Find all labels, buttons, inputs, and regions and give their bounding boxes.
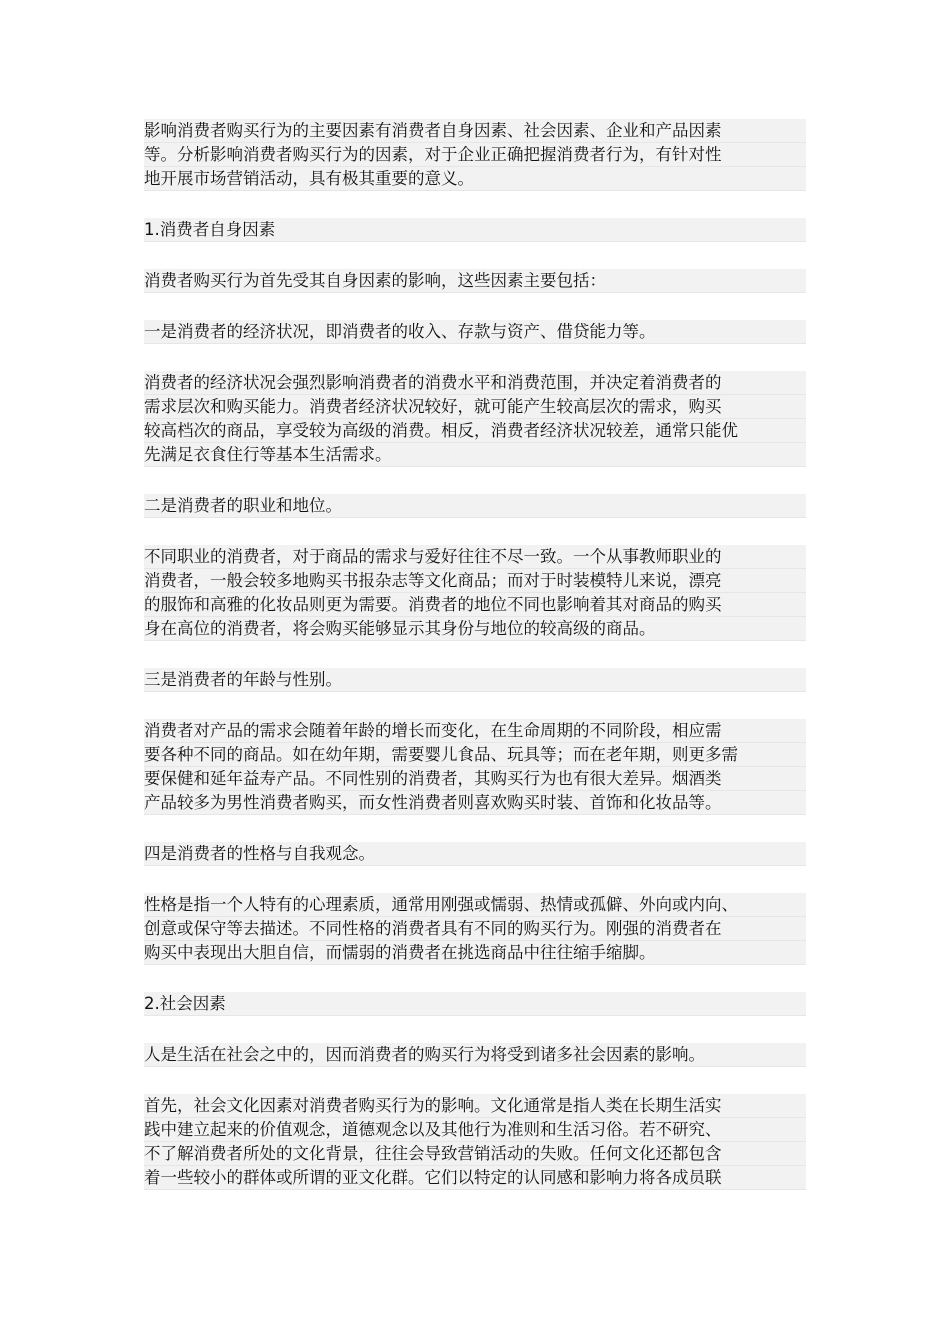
paragraph: [144, 371, 806, 467]
text-line: 着一些较小的群体或所谓的亚文化群。它们以特定的认同感和影响力将各成员联: [144, 1166, 806, 1190]
paragraph: [144, 269, 806, 293]
paragraph-gap: [144, 820, 806, 842]
text-line: 地开展市场营销活动，具有极其重要的意义。: [144, 167, 806, 191]
text-line: 产品较多为男性消费者购买，而女性消费者则喜欢购买时装、首饰和化妆品等。: [144, 791, 806, 815]
text-line: 首先，社会文化因素对消费者购买行为的影响。文化通常是指人类在长期生活实: [144, 1094, 806, 1118]
text-line: 2.社会因素: [144, 992, 806, 1016]
paragraph: [144, 1043, 806, 1067]
text-line: 1.消费者自身因素: [144, 218, 806, 242]
paragraph: [144, 893, 806, 965]
paragraph: [144, 320, 806, 344]
text-line: 性格是指一个人特有的心理素质，通常用刚强或懦弱、热情或孤僻、外向或内向、: [144, 893, 806, 917]
paragraph: [144, 719, 806, 815]
text-line: 消费者购买行为首先受其自身因素的影响，这些因素主要包括：: [144, 269, 806, 293]
paragraph-gap: [144, 871, 806, 893]
text-line: 四是消费者的性格与自我观念。: [144, 842, 806, 866]
paragraph-gap: [144, 1021, 806, 1043]
paragraph-gap: [144, 247, 806, 269]
text-line: 先满足衣食住行等基本生活需求。: [144, 443, 806, 467]
paragraph: [144, 545, 806, 641]
text-line: 不了解消费者所处的文化背景，往往会导致营销活动的失败。任何文化还都包含: [144, 1142, 806, 1166]
text-line: 需求层次和购买能力。消费者经济状况较好，就可能产生较高层次的需求，购买: [144, 395, 806, 419]
paragraph-gap: [144, 970, 806, 992]
paragraph-gap: [144, 472, 806, 494]
text-line: 消费者对产品的需求会随着年龄的增长而变化，在生命周期的不同阶段，相应需: [144, 719, 806, 743]
paragraph-gap: [144, 697, 806, 719]
text-line: 不同职业的消费者，对于商品的需求与爱好往往不尽一致。一个从事教师职业的: [144, 545, 806, 569]
text-line: 较高档次的商品，享受较为高级的消费。相反，消费者经济状况较差，通常只能优: [144, 419, 806, 443]
text-line: 等。分析影响消费者购买行为的因素，对于企业正确把握消费者行为，有针对性: [144, 143, 806, 167]
text-line: 影响消费者购买行为的主要因素有消费者自身因素、社会因素、企业和产品因素: [144, 119, 806, 143]
paragraph-gap: [144, 1072, 806, 1094]
paragraph: [144, 842, 806, 866]
text-line: 的服饰和高雅的化妆品则更为需要。消费者的地位不同也影响着其对商品的购买: [144, 593, 806, 617]
paragraph-gap: [144, 298, 806, 320]
text-line: 三是消费者的年龄与性别。: [144, 668, 806, 692]
paragraph-gap: [144, 349, 806, 371]
paragraph: [144, 494, 806, 518]
text-line: 一是消费者的经济状况，即消费者的收入、存款与资产、借贷能力等。: [144, 320, 806, 344]
paragraph-gap: [144, 196, 806, 218]
text-line: 践中建立起来的价值观念，道德观念以及其他行为准则和生活习俗。若不研究、: [144, 1118, 806, 1142]
section-heading: [144, 992, 806, 1016]
paragraph: [144, 668, 806, 692]
text-line: 人是生活在社会之中的，因而消费者的购买行为将受到诸多社会因素的影响。: [144, 1043, 806, 1067]
section-heading: [144, 218, 806, 242]
text-line: 消费者的经济状况会强烈影响消费者的消费水平和消费范围，并决定着消费者的: [144, 371, 806, 395]
document-page: [144, 119, 806, 1195]
text-line: 要保健和延年益寿产品。不同性别的消费者，其购买行为也有很大差异。烟酒类: [144, 767, 806, 791]
text-line: 创意或保守等去描述。不同性格的消费者具有不同的购买行为。刚强的消费者在: [144, 917, 806, 941]
text-line: 购买中表现出大胆自信，而懦弱的消费者在挑选商品中往往缩手缩脚。: [144, 941, 806, 965]
text-line: 二是消费者的职业和地位。: [144, 494, 806, 518]
paragraph-gap: [144, 646, 806, 668]
paragraph: [144, 119, 806, 191]
paragraph: [144, 1094, 806, 1190]
text-line: 消费者，一般会较多地购买书报杂志等文化商品；而对于时装模特儿来说，漂亮: [144, 569, 806, 593]
text-line: 身在高位的消费者，将会购买能够显示其身份与地位的较高级的商品。: [144, 617, 806, 641]
paragraph-gap: [144, 523, 806, 545]
text-line: 要各种不同的商品。如在幼年期，需要婴儿食品、玩具等；而在老年期，则更多需: [144, 743, 806, 767]
